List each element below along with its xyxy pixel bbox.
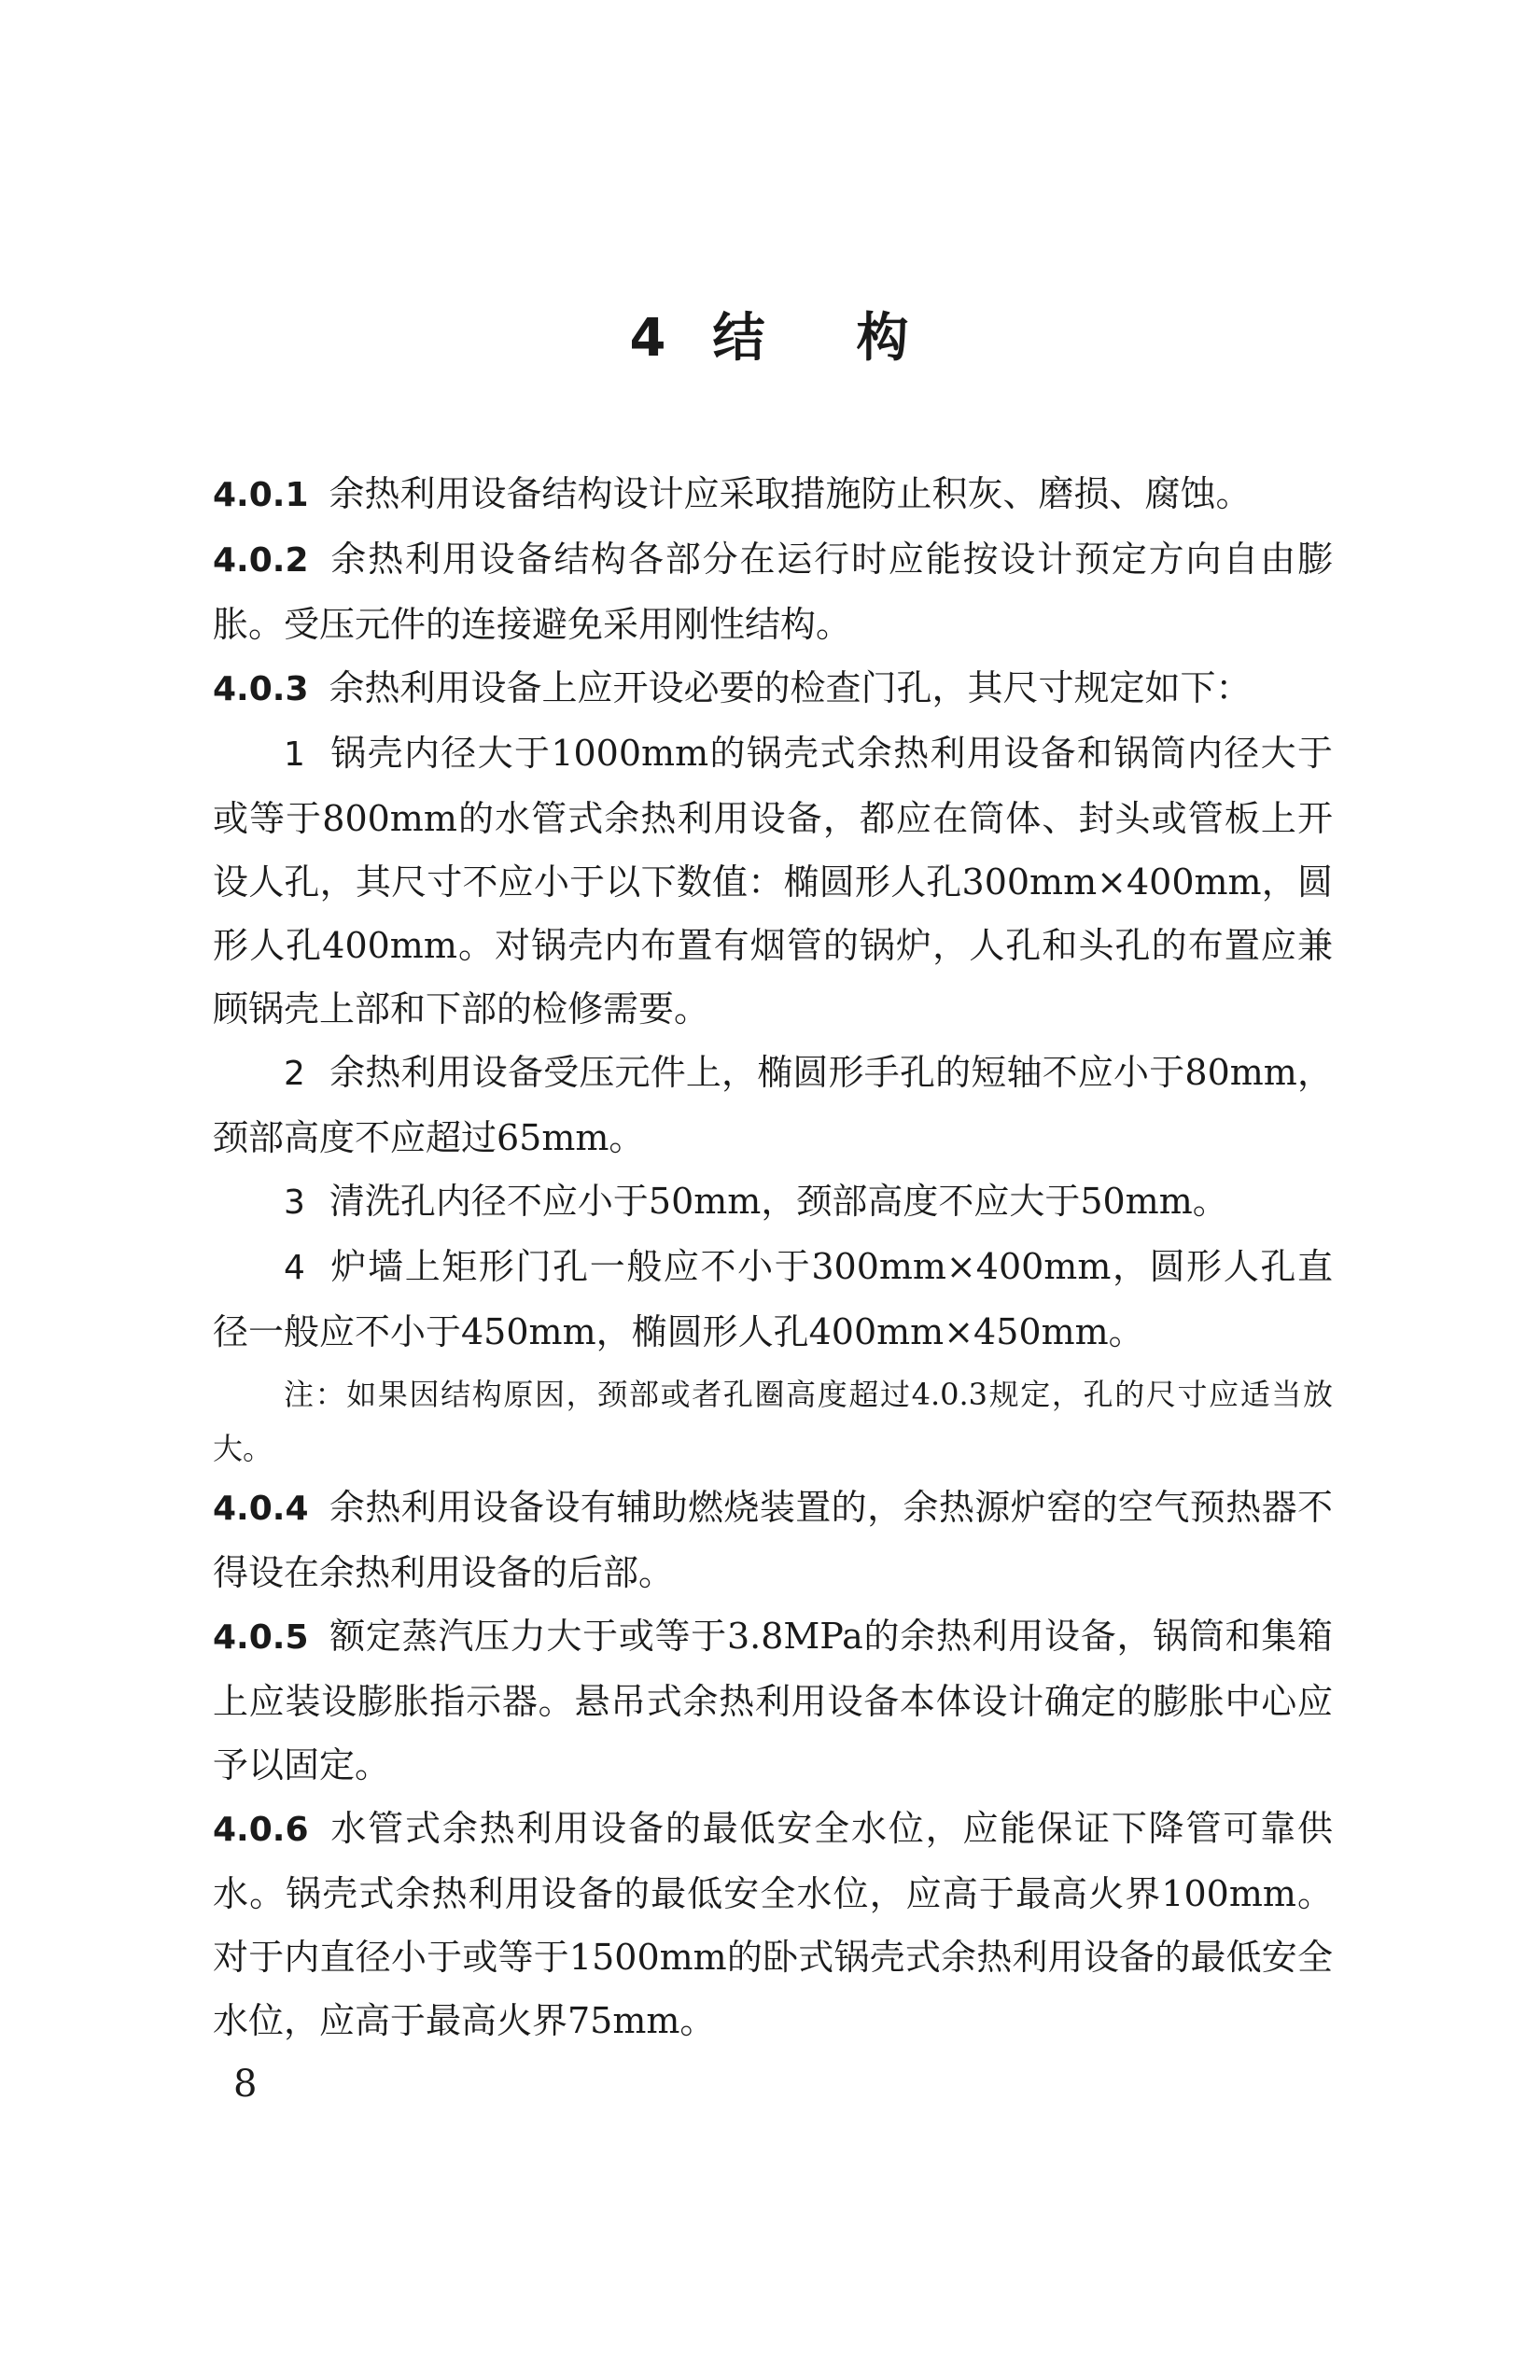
- item-number: 3: [284, 1183, 305, 1222]
- item-text: 清洗孔内径不应小于50mm，颈部高度不应大于50mm。: [329, 1181, 1228, 1222]
- clause-item-3: [213, 1169, 1333, 1235]
- item-text: 炉墙上矩形门孔一般应不小于300mm×400mm，圆形人孔直径一般应不小于450mm，椭圆形人孔400mm×450mm。: [213, 1246, 1333, 1352]
- clause-number: 4.0.2: [213, 541, 309, 580]
- item-text: 锅壳内径大于1000mm的锅壳式余热利用设备和锅筒内径大于或等于800mm的水管式余热利用设备，都应在筒体、封头或管板上开设人孔，其尺寸不应小于以下数值：椭圆形人孔300mm×400mm，圆形人孔400mm。对锅壳内布置有烟管的锅炉，人孔和头孔的布置应兼顾锅壳上部和下部的检修需要。: [213, 733, 1333, 1029]
- clause-text: 水管式余热利用设备的最低安全水位，应能保证下降管可靠供水。锅壳式余热利用设备的最低安全水位，应高于最高火界100mm。对于内直径小于或等于1500mm的卧式锅壳式余热利用设备的最低安全水位，应高于最高火界75mm。: [213, 1808, 1333, 2041]
- chapter-title: [0, 297, 1540, 371]
- clause-number: 4.0.6: [213, 1811, 309, 1849]
- item-text: 余热利用设备受压元件上，椭圆形手孔的短轴不应小于80mm，颈部高度不应超过65mm。: [213, 1052, 1333, 1158]
- clause-text: 余热利用设备结构各部分在运行时应能按设计预定方向自由膨胀。受压元件的连接避免采用刚性结构。: [213, 539, 1333, 645]
- clause-text: 余热利用设备结构设计应采取措施防止积灰、磨损、腐蚀。: [329, 473, 1252, 514]
- clause-number: 4.0.5: [213, 1618, 309, 1657]
- clause-4-0-1: [213, 462, 1333, 527]
- clause-number: 4.0.4: [213, 1490, 309, 1528]
- page-number: 8: [233, 2063, 258, 2106]
- clause-4-0-3: [213, 656, 1333, 721]
- clause-text: 余热利用设备上应开设必要的检查门孔，其尺寸规定如下：: [329, 667, 1252, 708]
- clause-4-0-6: [213, 1797, 1333, 2052]
- clause-item-1: [213, 721, 1333, 1041]
- clause-note: 注：如果因结构原因，颈部或者孔圈高度超过4.0.3规定，孔的尺寸应适当放大。: [213, 1377, 1333, 1466]
- clause-number: 4.0.1: [213, 476, 309, 514]
- clause-text: 额定蒸汽压力大于或等于3.8MPa的余热利用设备，锅筒和集箱上应装设膨胀指示器。悬吊式余热利用设备本体设计确定的膨胀中心应予以固定。: [213, 1616, 1333, 1785]
- clause-4-0-4: [213, 1476, 1333, 1604]
- clause-4-0-5: [213, 1604, 1333, 1797]
- chapter-number: 4: [629, 308, 668, 369]
- item-number: 1: [284, 735, 305, 774]
- clause-item-2: [213, 1041, 1333, 1169]
- clause-text: 余热利用设备设有辅助燃烧装置的，余热源炉窑的空气预热器不得设在余热利用设备的后部。: [213, 1487, 1333, 1593]
- clause-4-0-2: [213, 527, 1333, 656]
- chapter-title-char-1: 结: [712, 308, 767, 369]
- chapter-body: [213, 462, 1333, 2052]
- chapter-title-char-2: 构: [856, 308, 911, 369]
- item-number: 4: [284, 1249, 305, 1287]
- item-number: 2: [284, 1055, 305, 1093]
- clause-item-4: [213, 1235, 1333, 1364]
- clause-number: 4.0.3: [213, 670, 309, 708]
